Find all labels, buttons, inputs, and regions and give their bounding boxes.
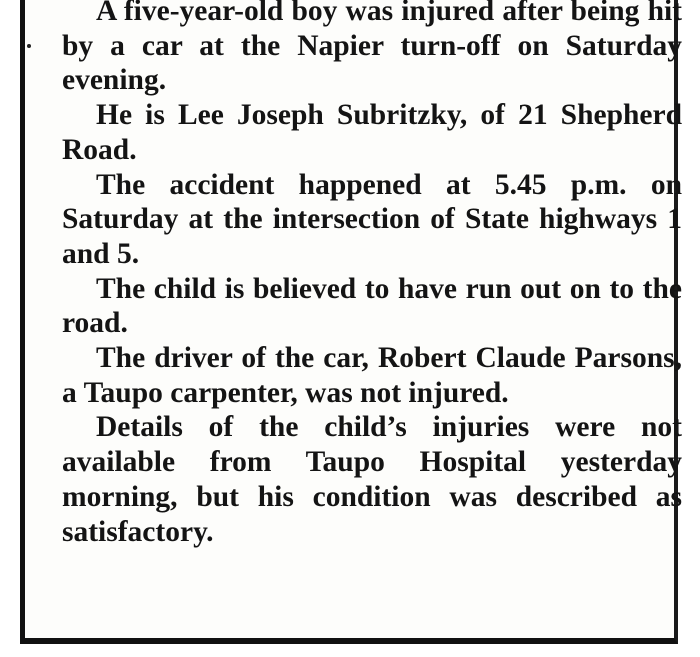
paragraph-6: Details of the child’s injuries were not available from Taupo Hospital yesterday morning, but his condition was described as satisfactory.: [62, 411, 682, 548]
paragraph-3: The accident happened at 5.45 p.m. on Saturday at the intersection of State highways 1 and 5.: [62, 168, 682, 270]
paragraph-4: The child is believed to have run out on to the road.: [62, 272, 682, 340]
ink-speck: [27, 44, 31, 48]
article-body: [62, 0, 682, 549]
paragraph-2: He is Lee Joseph Subritzky, of 21 Shepherd Road.: [62, 99, 682, 166]
paragraph-1: A five-year-old boy was injured after being hit by a car at the Napier turn-off on Saturday evening.: [62, 0, 682, 97]
newspaper-clipping-frame: [20, 0, 682, 644]
paragraph-5: The driver of the car, Robert Claude Parsons, a Taupo carpenter, was not injured.: [62, 342, 682, 409]
